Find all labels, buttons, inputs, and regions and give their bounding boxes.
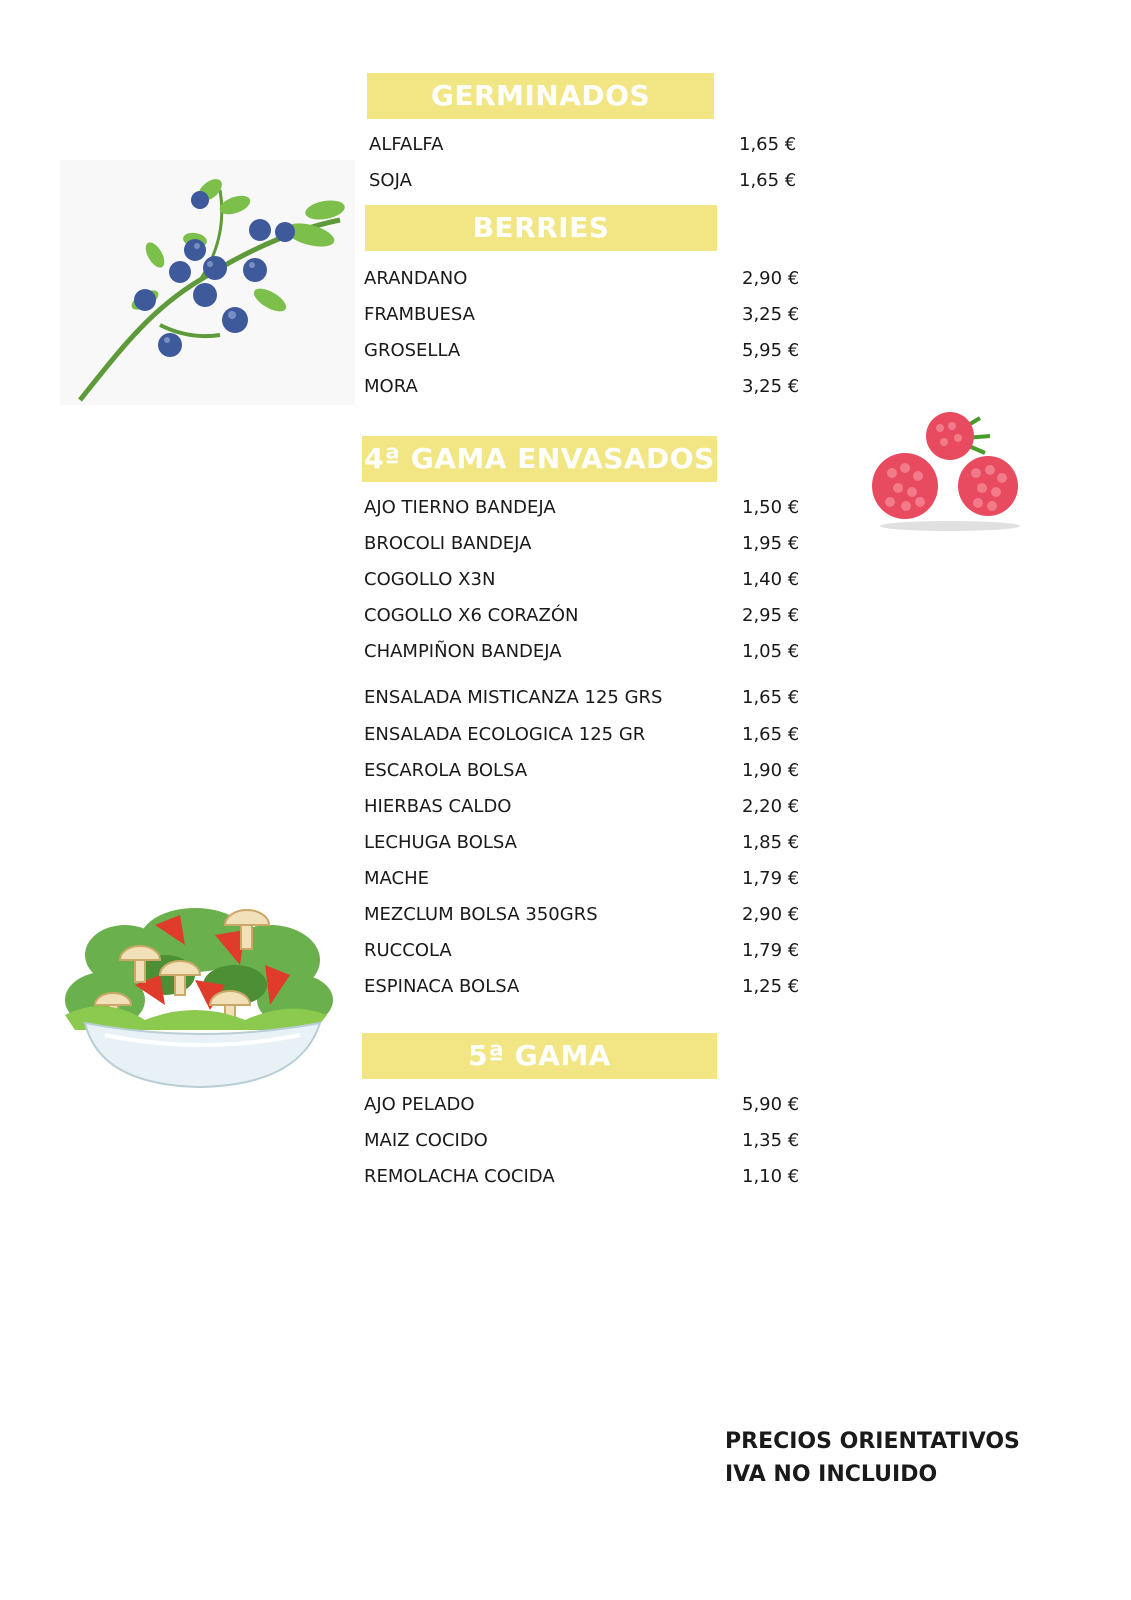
list-item: [364, 340, 799, 362]
raspberries-icon: [870, 408, 1030, 533]
item-name: ALFALFA: [369, 134, 444, 155]
item-name: FRAMBUESA: [364, 304, 475, 325]
item-name: BROCOLI BANDEJA: [364, 533, 532, 554]
item-price: 1,90 €: [742, 760, 800, 781]
list-item: [364, 832, 799, 854]
item-name: MACHE: [364, 868, 430, 889]
item-name: MORA: [364, 376, 418, 397]
item-name: MAIZ COCIDO: [364, 1130, 488, 1151]
list-item: [369, 134, 797, 156]
item-price: 2,90 €: [742, 904, 800, 925]
list-item: [364, 976, 799, 998]
item-name: SOJA: [369, 170, 412, 191]
price-disclaimer: [725, 1425, 1020, 1491]
item-name: COGOLLO X6 CORAZÓN: [364, 605, 579, 626]
item-name: CHAMPIÑON BANDEJA: [364, 641, 562, 662]
item-price: 1,50 €: [742, 497, 800, 518]
item-price: 3,25 €: [742, 376, 800, 397]
list-item: [369, 170, 797, 192]
item-price: 1,35 €: [742, 1130, 800, 1151]
list-item: [364, 760, 799, 782]
list-item: [364, 724, 799, 746]
item-price: 2,20 €: [742, 796, 800, 817]
blueberry-branch-icon: [60, 160, 355, 405]
salad-bowl-icon: [65, 905, 335, 1095]
item-price: 1,95 €: [742, 533, 800, 554]
item-price: 1,79 €: [742, 868, 800, 889]
item-name: LECHUGA BOLSA: [364, 832, 517, 853]
item-price: 1,85 €: [742, 832, 800, 853]
list-item: [364, 569, 799, 591]
list-item: [364, 497, 799, 519]
item-name: ESPINACA BOLSA: [364, 976, 520, 997]
list-item: [364, 868, 799, 890]
item-price: 1,79 €: [742, 940, 800, 961]
item-price: 1,65 €: [739, 134, 797, 155]
item-price: 5,90 €: [742, 1094, 800, 1115]
section-header-berries: BERRIES: [365, 205, 717, 251]
list-item: [364, 796, 799, 818]
list-item: [364, 641, 799, 663]
section-header-germinados: GERMINADOS: [367, 73, 714, 119]
list-item: [364, 376, 799, 398]
item-price: 1,10 €: [742, 1166, 800, 1187]
list-item: [364, 268, 799, 290]
item-name: GROSELLA: [364, 340, 461, 361]
item-name: COGOLLO X3N: [364, 569, 496, 590]
list-item: [364, 533, 799, 555]
list-item: [364, 687, 799, 709]
item-name: RUCCOLA: [364, 940, 452, 961]
item-price: 3,25 €: [742, 304, 800, 325]
list-item: [364, 1130, 799, 1152]
item-name: ARANDANO: [364, 268, 468, 289]
item-name: REMOLACHA COCIDA: [364, 1166, 555, 1187]
item-price: 1,65 €: [742, 724, 800, 745]
item-name: ENSALADA MISTICANZA 125 GRS: [364, 687, 663, 708]
section-header-gama5: 5ª GAMA: [362, 1033, 717, 1079]
disclaimer-line-1: PRECIOS ORIENTATIVOS: [725, 1429, 1020, 1454]
list-item: [364, 940, 799, 962]
list-item: [364, 1094, 799, 1116]
item-name: AJO PELADO: [364, 1094, 475, 1115]
section-header-gama4: 4ª GAMA ENVASADOS: [362, 436, 717, 482]
item-name: ESCAROLA BOLSA: [364, 760, 528, 781]
item-price: 1,65 €: [742, 687, 800, 708]
item-price: 1,40 €: [742, 569, 800, 590]
list-item: [364, 1166, 799, 1188]
item-price: 5,95 €: [742, 340, 800, 361]
list-item: [364, 605, 799, 627]
item-name: MEZCLUM BOLSA 350GRS: [364, 904, 598, 925]
list-item: [364, 904, 799, 926]
item-name: ENSALADA ECOLOGICA 125 GR: [364, 724, 646, 745]
item-price: 2,90 €: [742, 268, 800, 289]
item-price: 2,95 €: [742, 605, 800, 626]
item-name: HIERBAS CALDO: [364, 796, 512, 817]
item-price: 1,65 €: [739, 170, 797, 191]
list-item: [364, 304, 799, 326]
disclaimer-line-2: IVA NO INCLUIDO: [725, 1462, 938, 1487]
item-name: AJO TIERNO BANDEJA: [364, 497, 556, 518]
item-price: 1,25 €: [742, 976, 800, 997]
item-price: 1,05 €: [742, 641, 800, 662]
